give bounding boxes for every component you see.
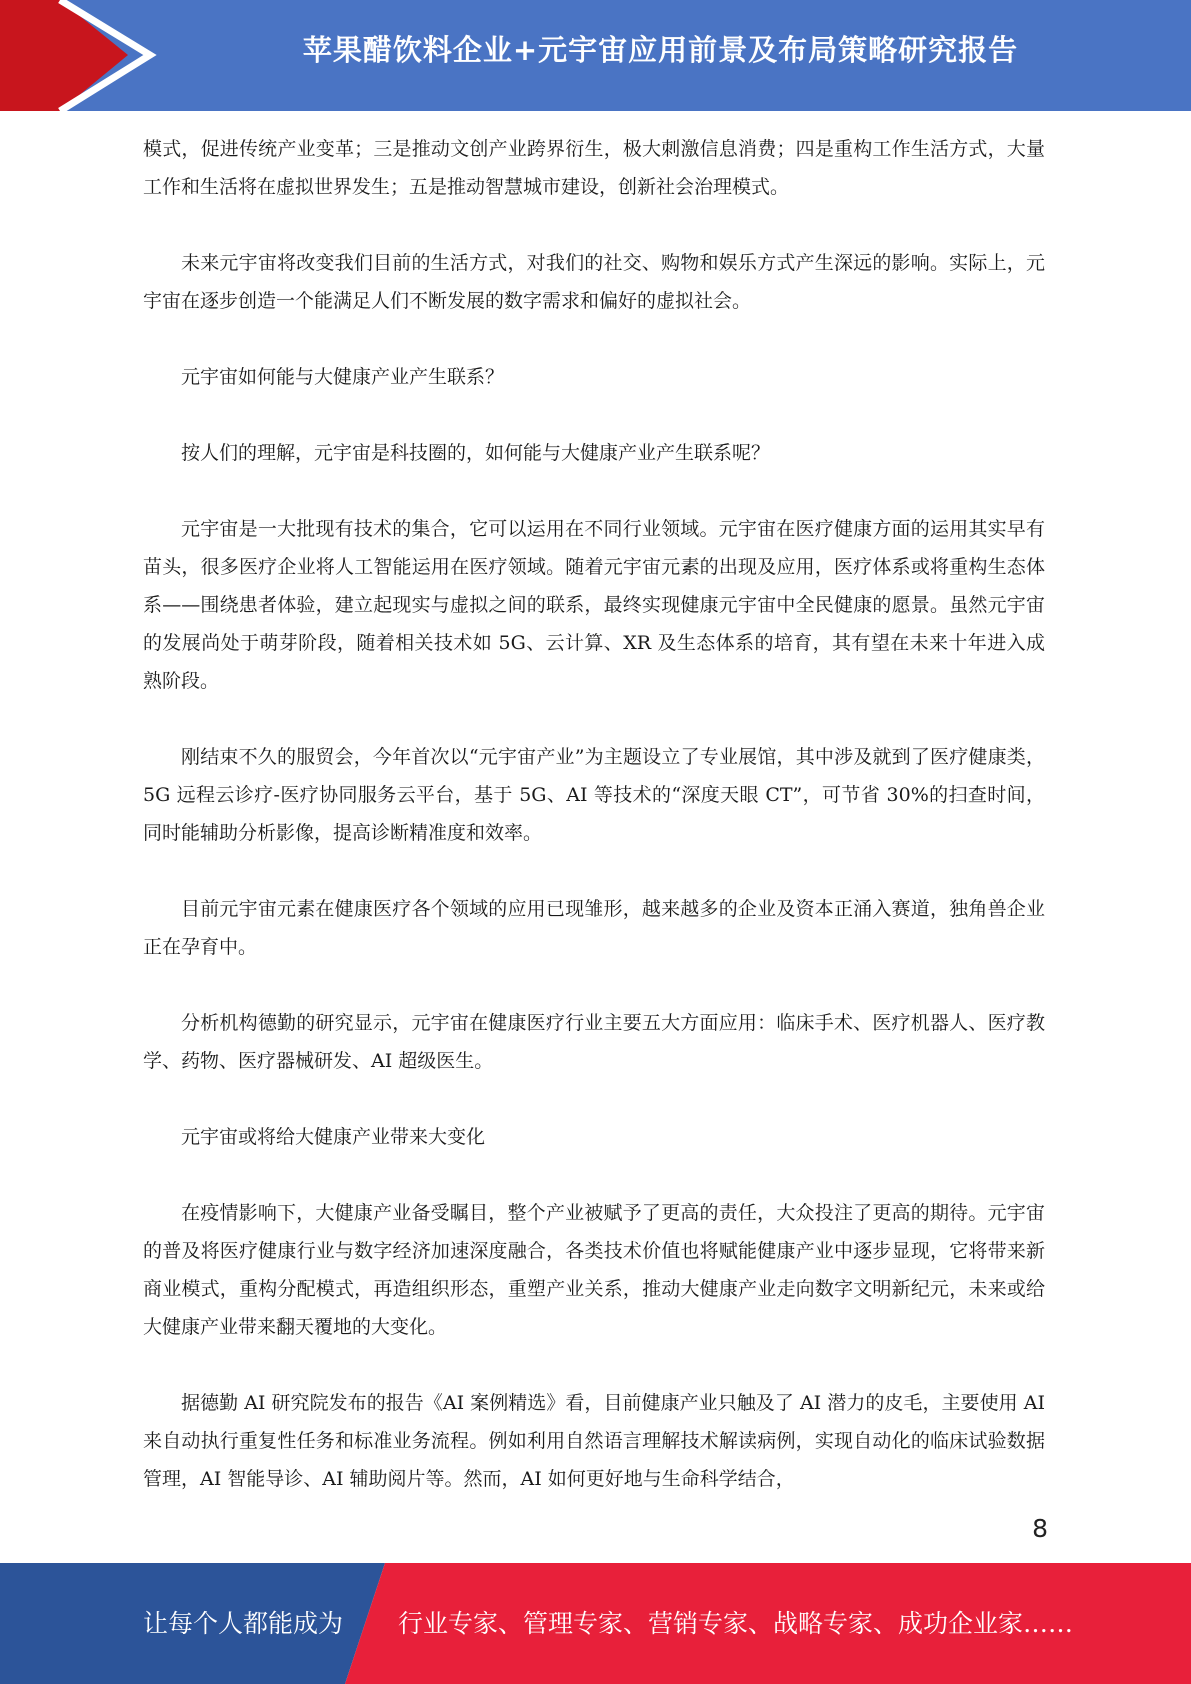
footer-slogan-right: 行业专家、管理专家、营销专家、战略专家、成功企业家…… [398, 1609, 1074, 1638]
paragraph: 模式，促进传统产业变革；三是推动文创产业跨界衍生，极大刺激信息消费；四是重构工作生活方式，大量工作和生活将在虚拟世界发生；五是推动智慧城市建设，创新社会治理模式。 [143, 138, 1045, 198]
paragraph: 未来元宇宙将改变我们目前的生活方式，对我们的社交、购物和娱乐方式产生深远的影响。实际上，元宇宙在逐步创造一个能满足人们不断发展的数字需求和偏好的虚拟社会。 [143, 252, 1045, 312]
page-footer [0, 1563, 1191, 1684]
paragraph: 刚结束不久的服贸会，今年首次以“元宇宙产业”为主题设立了专业展馆，其中涉及就到了医疗健康类，5G 远程云诊疗-医疗协同服务云平台，基于 5G、AI 等技术的“深度天眼 CT”，可节省 30%的扫查时间，同时能辅助分析影像，提高诊断精准度和效率。 [143, 746, 1045, 844]
page-header [0, 0, 1191, 111]
paragraph: 据德勤 AI 研究院发布的报告《AI 案例精选》看，目前健康产业只触及了 AI 潜力的皮毛，主要使用 AI 来自动执行重复性任务和标准业务流程。例如利用自然语言理解技术解读病例，实现自动化的临床试验数据管理，AI 智能导诊、AI 辅助阅片等。然而，AI 如何更好地与生命科学结合， [143, 1392, 1045, 1490]
footer-slogan-left: 让每个人都能成为 [143, 1609, 344, 1638]
paragraph: 按人们的理解，元宇宙是科技圈的，如何能与大健康产业产生联系呢？ [181, 442, 771, 464]
paragraph: 元宇宙是一大批现有技术的集合，它可以运用在不同行业领域。元宇宙在医疗健康方面的运用其实早有苗头，很多医疗企业将人工智能运用在医疗领域。随着元宇宙元素的出现及应用，医疗体系或将重构生态体系——围绕患者体验，建立起现实与虚拟之间的联系，最终实现健康元宇宙中全民健康的愿景。虽然元宇宙的发展尚处于萌芽阶段，随着相关技术如 5G、云计算、XR 及生态体系的培育，其有望在未来十年进入成熟阶段。 [143, 518, 1045, 692]
section-heading: 元宇宙或将给大健康产业带来大变化 [181, 1126, 486, 1148]
paragraph: 分析机构德勤的研究显示，元宇宙在健康医疗行业主要五大方面应用：临床手术、医疗机器人、医疗教学、药物、医疗器械研发、AI 超级医生。 [143, 1012, 1045, 1072]
section-heading: 元宇宙如何能与大健康产业产生联系？ [181, 366, 505, 388]
paragraph: 在疫情影响下，大健康产业备受瞩目，整个产业被赋予了更高的责任，大众投注了更高的期待。元宇宙的普及将医疗健康行业与数字经济加速深度融合，各类技术价值也将赋能健康产业中逐步显现，它将带来新商业模式，重构分配模式，再造组织形态，重塑产业关系，推动大健康产业走向数字文明新纪元，未来或给大健康产业带来翻天覆地的大变化。 [143, 1202, 1045, 1338]
document-body [143, 130, 1045, 1536]
paragraph: 目前元宇宙元素在健康医疗各个领域的应用已现雏形，越来越多的企业及资本正涌入赛道，独角兽企业正在孕育中。 [143, 898, 1045, 958]
report-title: 苹果醋饮料企业+元宇宙应用前景及布局策略研究报告 [302, 33, 1019, 67]
page-number: 8 [1032, 1514, 1048, 1543]
